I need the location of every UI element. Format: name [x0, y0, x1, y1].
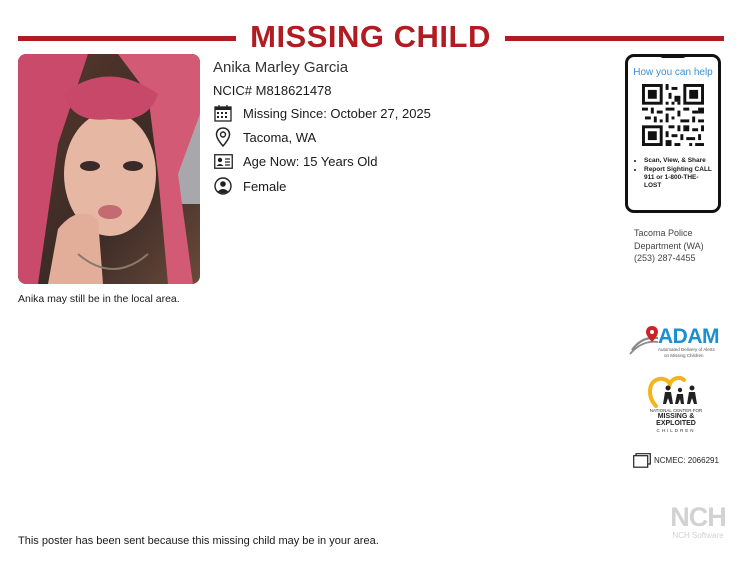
sex: Female [243, 178, 287, 194]
nch-logo [666, 503, 730, 541]
adam-logo [628, 324, 722, 364]
help-list [632, 157, 714, 191]
footer-text: This poster has been sent because this missing child may be in your area. [18, 535, 379, 547]
nch-logo-title: NCH [670, 502, 726, 532]
person-icon [213, 176, 233, 196]
agency-phone[interactable]: (253) 287-4455 [634, 253, 696, 263]
ncic-number: NCIC# M818621478 [213, 83, 332, 98]
missing-since: Missing Since: October 27, 2025 [243, 105, 431, 121]
ncmec-case-number: NCMEC: 2066291 [654, 456, 719, 465]
ncmec-logo-line3: EXPLOITED [656, 420, 696, 427]
ncmec-logo-line4: CHILDREN [656, 428, 696, 433]
child-photo [18, 54, 200, 284]
case-folder-icon [633, 453, 651, 473]
age-row [213, 151, 378, 171]
adam-logo-sub1: Automated Delivery of Alerts [658, 347, 715, 352]
location: Tacoma, WA [243, 129, 317, 145]
local-area-note: Anika may still be in the local area. [18, 293, 180, 305]
child-name: Anika Marley Garcia [213, 59, 349, 76]
location-pin-icon [213, 127, 233, 147]
ncmec-logo [646, 374, 706, 436]
missing-since-row [213, 103, 431, 123]
adam-logo-title: ADAM [658, 325, 719, 348]
age-now: Age Now: 15 Years Old [243, 153, 378, 169]
help-item-report: • Report Sighting CALL 911 or 1-800-THE-LOST [644, 166, 714, 190]
agency-name-line2: Department (WA) [634, 240, 704, 251]
id-card-icon [213, 151, 233, 171]
nch-logo-sub: NCH Software [672, 531, 724, 540]
calendar-icon [213, 103, 233, 123]
help-item-scan: • Scan, View, & Share [644, 157, 714, 165]
poster-title: MISSING CHILD [0, 19, 741, 55]
qr-code-icon[interactable] [642, 84, 704, 146]
location-row [213, 127, 317, 147]
agency-contact [634, 227, 704, 265]
sex-row [213, 176, 287, 196]
help-card [625, 54, 721, 213]
ncmec-logo-line2: MISSING & [657, 413, 695, 420]
help-title: How you can help [633, 67, 713, 78]
ncmec-logo-line1: NATIONAL CENTER FOR [649, 408, 703, 413]
phone-notch [660, 54, 686, 58]
adam-logo-sub2: on Missing Children [664, 353, 704, 358]
agency-name-line1: Tacoma Police [634, 228, 693, 238]
